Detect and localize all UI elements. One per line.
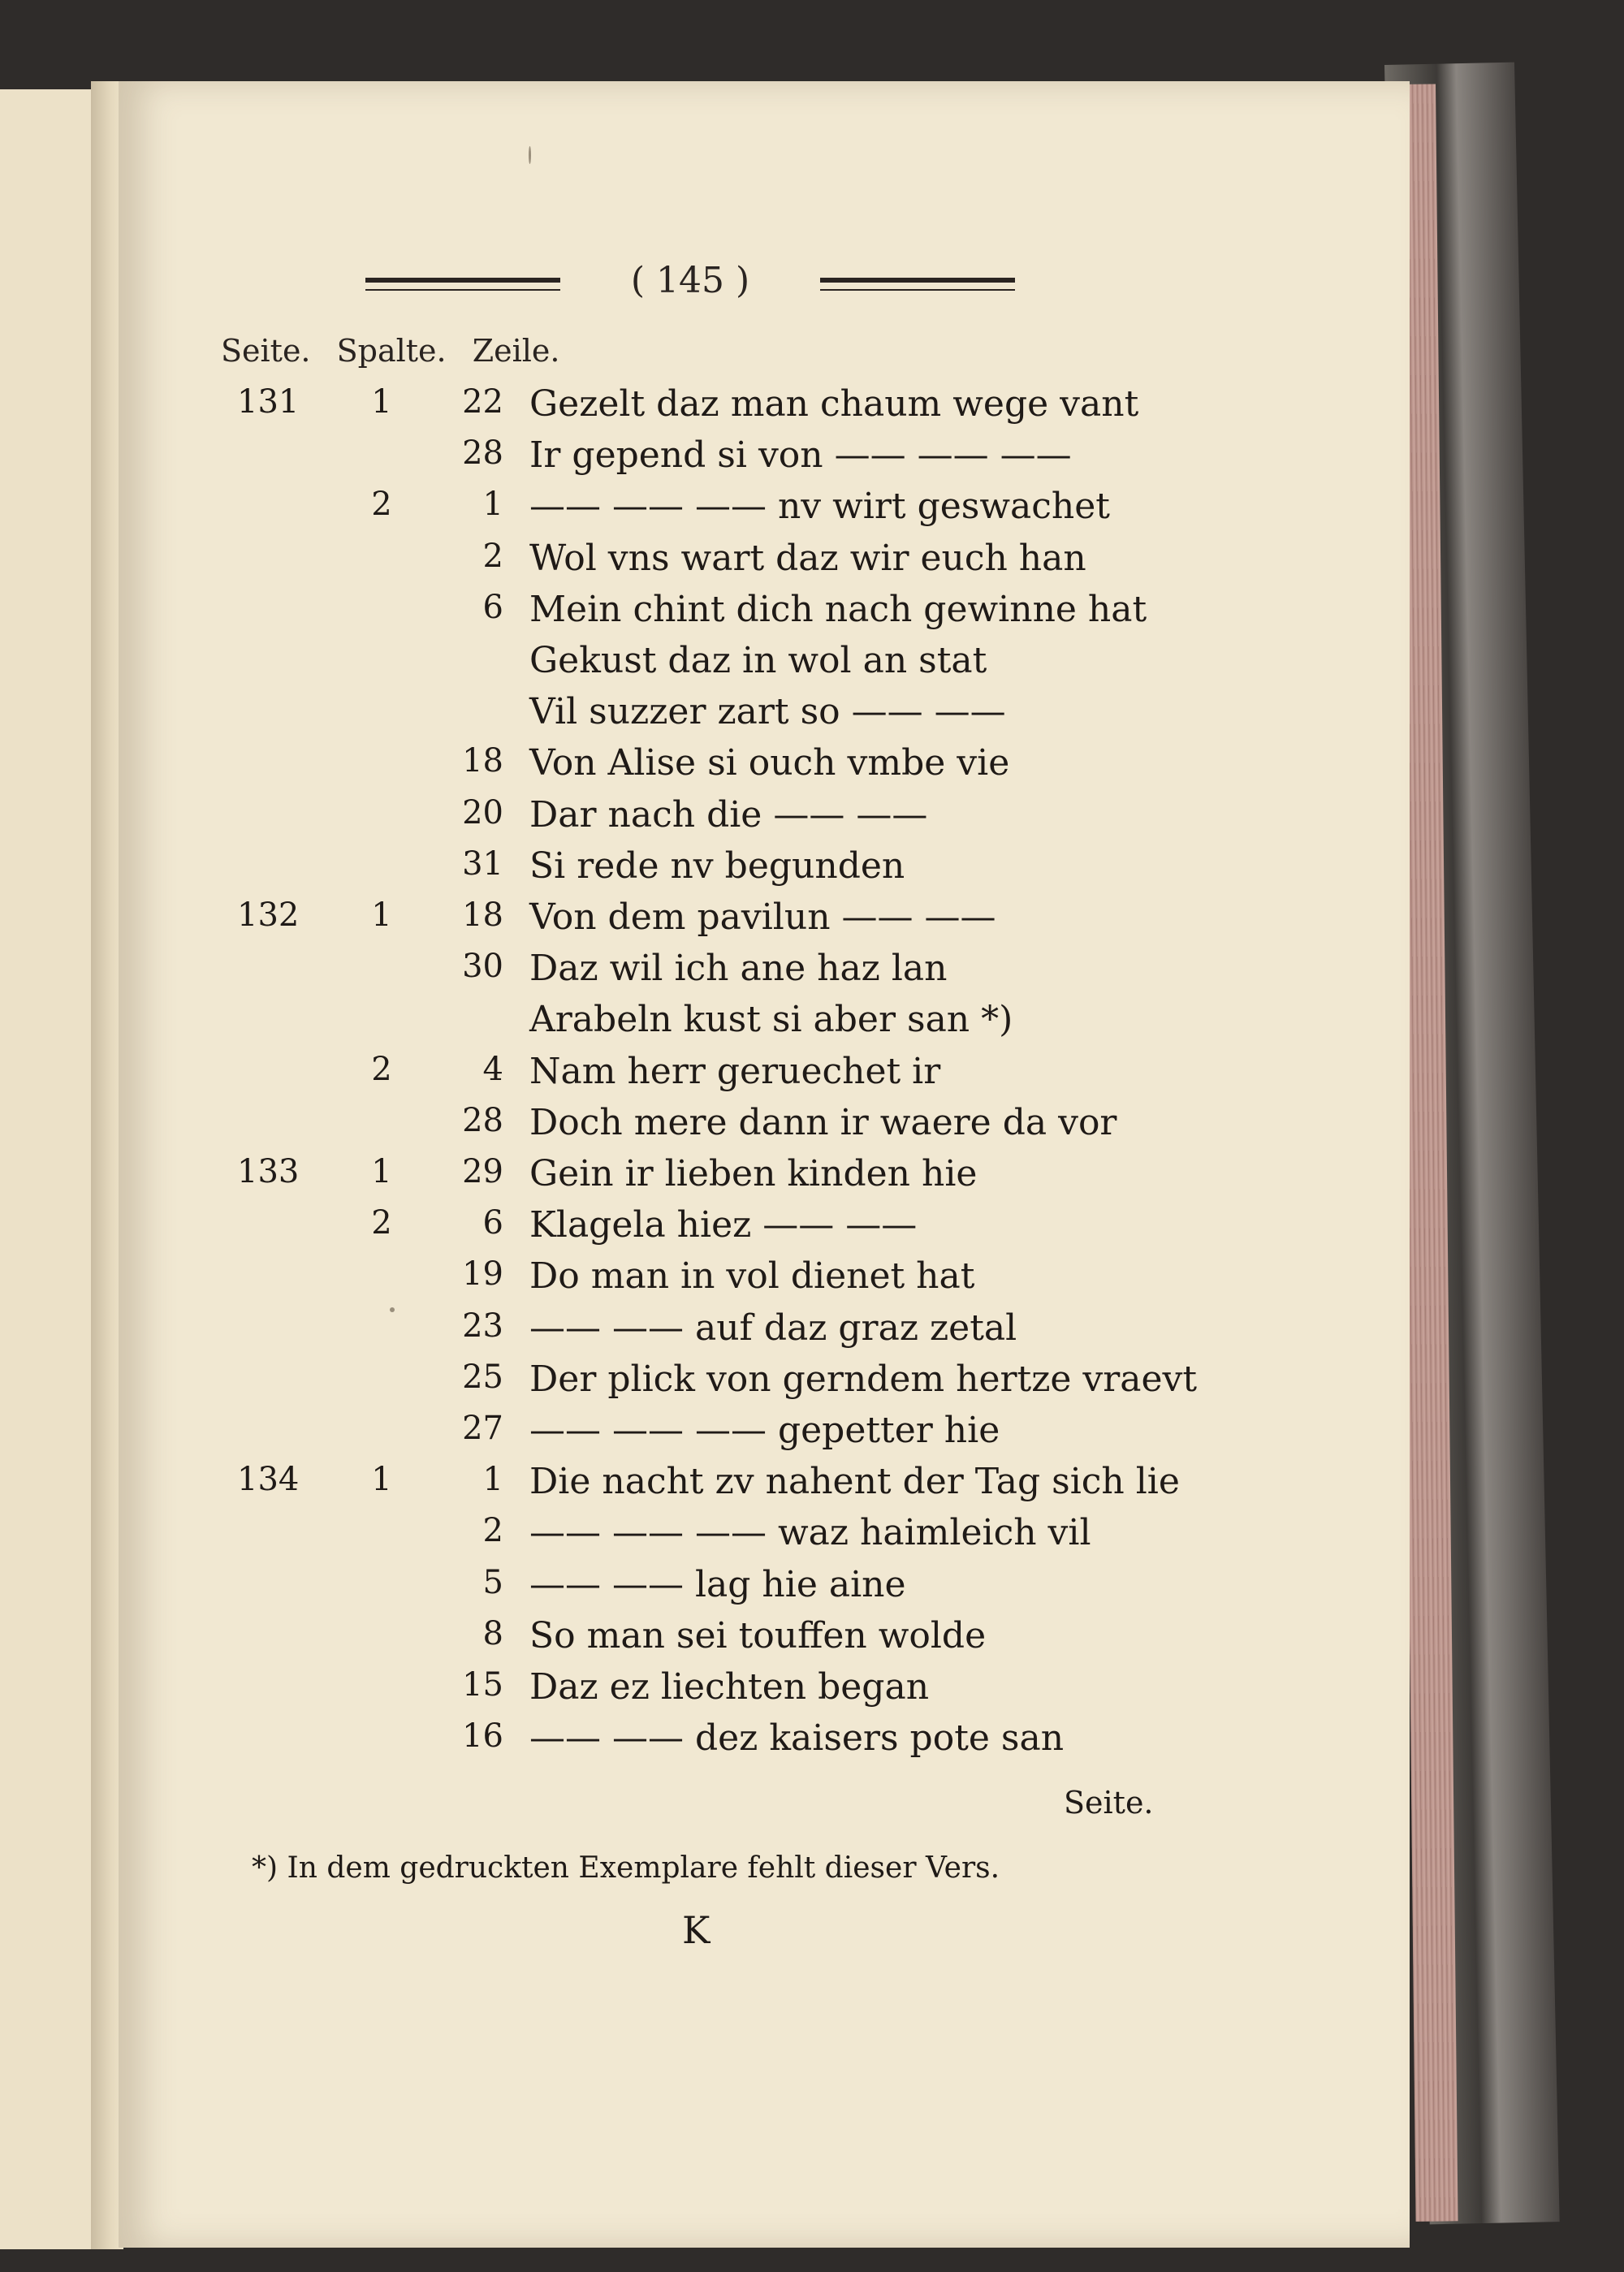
row-zeile: 16	[462, 1717, 503, 1756]
verse-text: Wol vns wart daz wir euch han	[529, 537, 1086, 579]
row-seite: 133	[237, 1153, 300, 1190]
heading-seite: Seite.	[221, 333, 311, 369]
row-seite: 131	[237, 383, 300, 421]
catchword: Seite.	[1064, 1785, 1154, 1821]
row-zeile: 15	[462, 1666, 503, 1704]
errata-row	[0, 896, 1291, 945]
row-zeile: 18	[462, 896, 503, 934]
row-zeile: 28	[462, 1101, 503, 1139]
row-zeile: 18	[462, 742, 503, 780]
errata-row	[0, 742, 1291, 791]
verse-text: Arabeln kust si aber san *)	[529, 999, 1013, 1041]
errata-row	[0, 538, 1291, 586]
errata-row	[0, 486, 1291, 534]
verse-text: —— —— dez kaisers pote san	[529, 1717, 1065, 1760]
row-zeile: 19	[462, 1255, 503, 1294]
verse-text: Daz ez liechten began	[529, 1666, 930, 1708]
row-zeile: 5	[482, 1563, 503, 1601]
row-seite: 134	[237, 1461, 300, 1499]
errata-row	[0, 1512, 1291, 1561]
verse-text: Vil suzzer zart so —— ——	[529, 691, 1006, 733]
row-zeile: 25	[462, 1358, 503, 1396]
verse-text: Ir gepend si von —— —— ——	[529, 434, 1072, 477]
verse-text: Do man in vol dienet hat	[529, 1255, 975, 1298]
row-zeile: 23	[462, 1307, 503, 1345]
verse-text: Si rede nv begunden	[529, 844, 905, 887]
verse-text: Die nacht zv nahent der Tag sich lie	[529, 1461, 1180, 1503]
row-spalte: 1	[371, 383, 392, 421]
errata-row	[0, 1615, 1291, 1664]
errata-row	[0, 1358, 1291, 1407]
errata-row	[0, 845, 1291, 894]
verse-text: Der plick von gerndem hertze vraevt	[529, 1358, 1198, 1400]
row-zeile: 6	[482, 1204, 503, 1242]
verse-text: Mein chint dich nach gewinne hat	[529, 588, 1147, 630]
verse-text: Gekust daz in wol an stat	[529, 640, 987, 681]
row-spalte: 1	[371, 1153, 392, 1190]
row-seite: 132	[237, 896, 300, 934]
row-zeile: 27	[462, 1410, 503, 1447]
errata-row	[0, 1255, 1291, 1304]
errata-row	[0, 589, 1291, 637]
verse-text: Von Alise si ouch vmbe vie	[529, 742, 1010, 784]
row-zeile: 29	[462, 1153, 503, 1190]
page-number: ( 145 )	[630, 260, 750, 301]
verse-text: Klagela hiez —— ——	[529, 1204, 918, 1246]
heading-spalte: Spalte.	[336, 333, 447, 369]
row-zeile: 2	[482, 537, 503, 575]
row-zeile: 4	[482, 1050, 503, 1088]
row-zeile: 20	[462, 793, 503, 831]
ink-mark	[529, 146, 531, 164]
column-headings	[221, 333, 576, 374]
verse-text: —— —— —— nv wirt geswachet	[529, 486, 1110, 528]
verse-text: —— —— —— waz haimleich vil	[529, 1512, 1091, 1554]
verse-text: So man sei touffen wolde	[529, 1614, 987, 1656]
errata-row	[0, 999, 1291, 1047]
row-spalte: 2	[371, 1204, 392, 1242]
errata-row	[0, 1410, 1291, 1458]
header-rule-right	[820, 278, 1015, 291]
errata-row	[0, 1666, 1291, 1715]
row-zeile: 31	[462, 844, 503, 883]
row-spalte: 2	[371, 1050, 392, 1088]
footnote: *) In dem gedruckten Exemplare fehlt dieser Vers.	[252, 1851, 1000, 1885]
page-header	[365, 260, 1015, 309]
errata-row	[0, 1051, 1291, 1099]
errata-row	[0, 1461, 1291, 1510]
verse-text: Gezelt daz man chaum wege vant	[529, 383, 1139, 425]
errata-row	[0, 383, 1291, 432]
errata-row	[0, 1153, 1291, 1202]
errata-row	[0, 794, 1291, 843]
verse-text: Gein ir lieben kinden hie	[529, 1153, 978, 1194]
errata-row	[0, 1204, 1291, 1253]
row-zeile: 28	[462, 434, 503, 473]
errata-row	[0, 1564, 1291, 1613]
errata-row	[0, 640, 1291, 689]
row-zeile: 30	[462, 948, 503, 986]
errata-row	[0, 691, 1291, 740]
row-zeile: 8	[482, 1614, 503, 1652]
row-zeile: 2	[482, 1512, 503, 1550]
heading-zeile: Zeile.	[472, 333, 560, 369]
row-spalte: 1	[371, 1461, 392, 1499]
verse-text: Daz wil ich ane haz lan	[529, 948, 948, 990]
row-zeile: 22	[462, 383, 503, 421]
signature-mark: K	[682, 1908, 710, 1952]
verse-text: Von dem pavilun —— ——	[529, 896, 996, 938]
verse-text: —— —— —— gepetter hie	[529, 1410, 1000, 1451]
errata-row	[0, 434, 1291, 483]
row-zeile: 1	[482, 486, 503, 524]
verse-text: —— —— auf daz graz zetal	[529, 1307, 1017, 1349]
row-zeile: 6	[482, 588, 503, 626]
verse-text: —— —— lag hie aine	[529, 1563, 906, 1605]
row-spalte: 2	[371, 486, 392, 524]
errata-row	[0, 1307, 1291, 1356]
errata-row	[0, 1102, 1291, 1151]
verse-text: Doch mere dann ir waere da vor	[529, 1101, 1117, 1143]
verse-text: Dar nach die —— ——	[529, 793, 928, 836]
errata-row	[0, 948, 1291, 996]
verse-text: Nam herr geruechet ir	[529, 1050, 941, 1092]
row-zeile: 1	[482, 1461, 503, 1499]
row-spalte: 1	[371, 896, 392, 934]
errata-row	[0, 1717, 1291, 1766]
